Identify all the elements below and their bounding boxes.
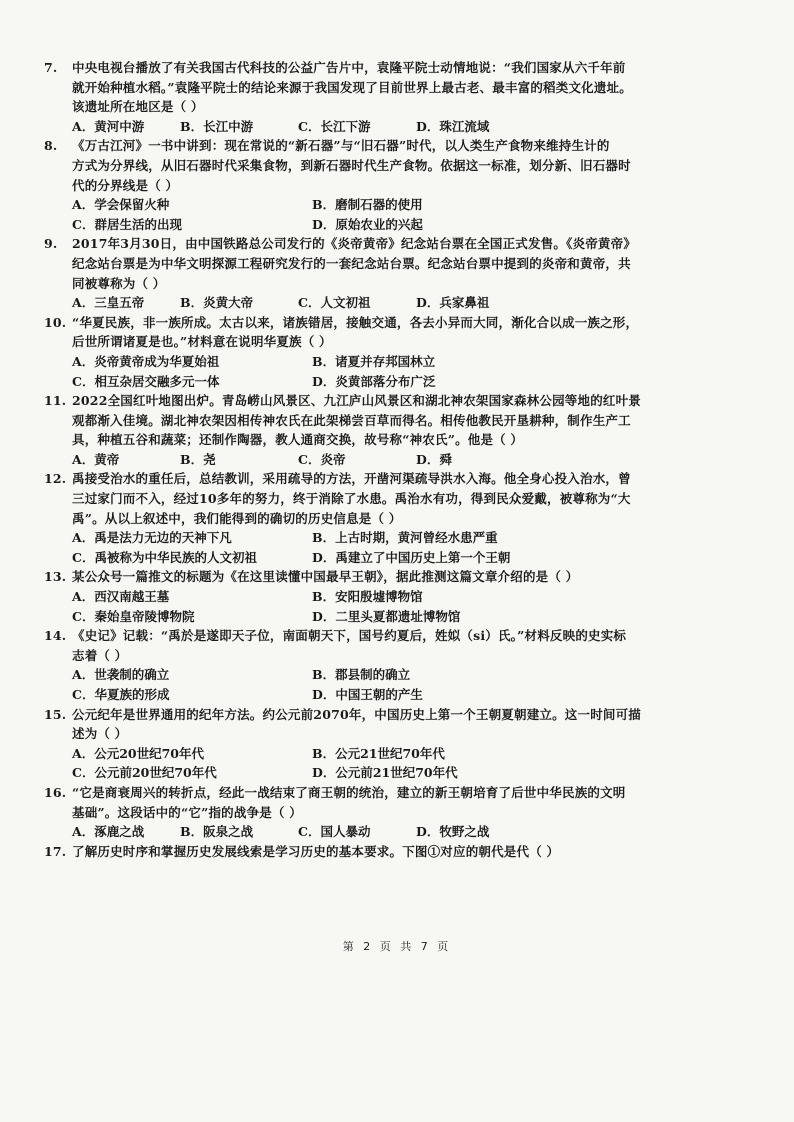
question-text-line: [44, 803, 764, 823]
question-text-line: [44, 332, 764, 352]
question-text-line: [44, 391, 764, 411]
page-footer: 第 2 页 共 7 页: [342, 940, 452, 953]
answer-option[interactable]: A．禹是法力无边的天神下凡: [72, 530, 232, 546]
question-number: 12.: [44, 471, 67, 487]
answer-option[interactable]: A．公元20世纪70年代: [72, 745, 204, 761]
answer-option[interactable]: D．珠江流域: [416, 118, 490, 134]
answer-option[interactable]: D．禹建立了中国历史上第一个王朝: [312, 549, 511, 565]
answer-option[interactable]: C．秦始皇帝陵博物院: [72, 608, 195, 624]
answer-option[interactable]: D．兵家鼻祖: [416, 295, 490, 311]
answer-options: [44, 352, 764, 391]
answer-option[interactable]: B．磨制石器的使用: [312, 197, 423, 213]
answer-option[interactable]: C．华夏族的形成: [72, 687, 170, 702]
question-text: 志着（ ）: [72, 647, 128, 663]
question-text: 《万古江河》一书中讲到：现在常说的“新石器”与“旧石器”时代，以人类生产食物来维持生计的: [72, 138, 610, 154]
question-number: 14.: [44, 628, 67, 644]
answer-option[interactable]: B．公元21世纪70年代: [312, 745, 445, 761]
answer-option[interactable]: C．长江下游: [298, 118, 371, 134]
answer-option[interactable]: D．公元前21世纪70年代: [312, 765, 458, 781]
answer-options: [44, 528, 764, 567]
question-list: [44, 58, 764, 861]
question-text: 2022全国红叶地图出炉。青岛崂山风景区、九江庐山风景区和湖北神农架国家森林公园等地的红叶景: [72, 393, 641, 409]
answer-option[interactable]: B．上古时期，黄河曾经水患严重: [312, 530, 498, 546]
answer-option[interactable]: A．黄帝: [72, 451, 120, 467]
answer-options: [44, 117, 764, 137]
question-12: [44, 469, 764, 567]
answer-option[interactable]: C．国人暴动: [298, 824, 371, 840]
question-text: 某公众号一篇推文的标题为《在这里读懂中国最早王朝》，据此推测这篇文章介绍的是（ ）: [72, 569, 579, 585]
question-text-line: [44, 274, 764, 294]
question-text-line: [44, 489, 764, 509]
question-text: “它是商衰周兴的转折点，经此一战结束了商王朝的统治，建立的新王朝培育了后世中华民族的文明: [72, 784, 626, 800]
question-13: [44, 567, 764, 626]
answer-option[interactable]: D．中国王朝的产生: [312, 687, 423, 702]
question-number: 10.: [44, 314, 67, 330]
question-16: [44, 783, 764, 842]
answer-options: [44, 450, 764, 470]
answer-option[interactable]: B．安阳殷墟博物馆: [312, 589, 423, 605]
question-text: 述为（ ）: [72, 726, 128, 742]
answer-option[interactable]: D．炎黄部落分布广泛: [312, 373, 436, 389]
question-text: 同被尊称为（ ）: [72, 275, 166, 291]
question-text-line: [44, 136, 764, 156]
question-text-line: [44, 646, 764, 666]
answer-option[interactable]: C．炎帝: [298, 451, 346, 467]
question-number: 15.: [44, 706, 67, 722]
question-text: 2017年3月30日，由中国铁路总公司发行的《炎帝黄帝》纪念站台票在全国正式发售。《炎帝黄帝》: [72, 236, 637, 252]
answer-option[interactable]: D．二里头夏都遗址博物馆: [312, 608, 461, 624]
question-text: 方式为分界线，从旧石器时代采集食物，到新石器时代生产食物。依据这一标准，划分新、旧石器时: [72, 157, 631, 173]
question-text: 禹接受治水的重任后，总结教训，采用疏导的方法，开凿河渠疏导洪水入海。他全身心投入治水，曾: [72, 471, 631, 487]
question-text-line: [44, 783, 764, 803]
question-text-line: [44, 626, 764, 646]
question-text-line: [44, 430, 764, 450]
question-9: [44, 234, 764, 312]
question-number: 17.: [44, 843, 67, 859]
answer-option[interactable]: A．三皇五帝: [72, 295, 145, 311]
answer-option[interactable]: C．群居生活的出现: [72, 216, 182, 232]
answer-option[interactable]: B．长江中游: [180, 118, 254, 134]
answer-option[interactable]: A．西汉南越王墓: [72, 589, 170, 605]
question-text-line: [44, 176, 764, 196]
question-text-line: [44, 567, 764, 587]
question-number: 16.: [44, 784, 67, 800]
answer-option[interactable]: B．尧: [180, 451, 216, 467]
question-text-line: [44, 469, 764, 489]
question-15: [44, 705, 764, 783]
answer-option[interactable]: C．人文初祖: [298, 295, 371, 311]
answer-option[interactable]: A．黄河中游: [72, 118, 145, 134]
question-text-line: [44, 254, 764, 274]
answer-option[interactable]: B．炎黄大帝: [180, 295, 254, 311]
question-text: 禹”。从以上叙述中，我们能得到的确切的历史信息是（ ）: [72, 510, 402, 526]
question-number: 13.: [44, 569, 67, 585]
question-text: 三过家门而不入，经过10多年的努力，终于消除了水患。禹治水有功，得到民众爱戴，被尊称为“大: [72, 491, 631, 507]
question-text-line: [44, 705, 764, 725]
question-text: 基础”。这段话中的“它”指的战争是（ ）: [72, 804, 302, 820]
question-text-line: [44, 234, 764, 254]
question-text-line: [44, 724, 764, 744]
question-text-line: [44, 58, 764, 78]
question-14: [44, 626, 764, 704]
question-10: [44, 313, 764, 391]
answer-option[interactable]: B．诸夏并存邦国林立: [312, 353, 436, 369]
answer-options: [44, 293, 764, 313]
answer-option[interactable]: B．阪泉之战: [180, 824, 254, 840]
answer-options: [44, 744, 764, 783]
answer-option[interactable]: A．学会保留火种: [72, 197, 170, 213]
question-number: 8.: [44, 138, 58, 154]
answer-option[interactable]: D．舜: [416, 451, 452, 467]
question-text-line: [44, 97, 764, 117]
question-text-line: [44, 78, 764, 98]
question-text-line: [44, 842, 764, 862]
question-text: 中央电视台播放了有关我国古代科技的公益广告片中，袁隆平院士动情地说：“我们国家从六千年前: [72, 60, 626, 75]
question-text: 就开始种植水稻。”袁隆平院士的结论来源于我国发现了目前世界上最古老、最丰富的稻类文化遗址。: [72, 79, 632, 95]
question-text-line: [44, 313, 764, 333]
question-number: 11.: [44, 393, 67, 409]
answer-option[interactable]: D．原始农业的兴起: [312, 216, 423, 232]
question-text-line: [44, 509, 764, 529]
question-text: 纪念站台票是为中华文明探源工程研究发行的一套纪念站台票。纪念站台票中提到的炎帝和黄帝，共: [72, 255, 631, 271]
answer-option[interactable]: A．炎帝黄帝成为华夏始祖: [72, 353, 220, 369]
question-text-line: [44, 156, 764, 176]
answer-option[interactable]: C．相互杂居交融多元一体: [72, 373, 220, 389]
question-8: [44, 136, 764, 234]
question-text: 后世所谓诸夏是也。”材料意在说明华夏族（ ）: [72, 334, 332, 350]
answer-options: [44, 822, 764, 842]
question-text: 公元纪年是世界通用的纪年方法。约公元前2070年，中国历史上第一个王朝夏朝建立。这一时间可描: [72, 706, 641, 722]
question-number: 7.: [44, 60, 58, 75]
answer-option[interactable]: B．郡县制的确立: [312, 667, 411, 683]
question-text: 了解历史时序和掌握历史发展线索是学习历史的基本要求。下图①对应的朝代是代（ ）: [72, 843, 560, 859]
answer-options: [44, 587, 764, 626]
question-text: 具，种植五谷和蔬菜；还制作陶器，教人通商交换，故号称“神农氏”。他是（ ）: [72, 432, 524, 448]
question-text-line: [44, 411, 764, 431]
question-11: [44, 391, 764, 469]
question-text: 该遗址所在地区是（ ）: [72, 99, 204, 115]
answer-options: [44, 195, 764, 234]
answer-option[interactable]: C．禹被称为中华民族的人文初祖: [72, 549, 257, 565]
answer-options: [44, 665, 764, 704]
question-text: 观都渐入佳境。湖北神农架因相传神农氏在此架梯尝百草而得名。相传他教民开垦耕种，制作生产工: [72, 412, 631, 428]
answer-option[interactable]: A．涿鹿之战: [72, 824, 145, 840]
question-text: 代的分界线是（ ）: [72, 177, 179, 193]
question-text: “华夏民族，非一族所成。太古以来，诸族错居，接触交通，各去小异而大同，渐化合以成一族之形，: [72, 314, 639, 330]
answer-option[interactable]: A．世袭制的确立: [72, 667, 170, 683]
answer-option[interactable]: D．牧野之战: [416, 824, 490, 840]
answer-option[interactable]: C．公元前20世纪70年代: [72, 765, 217, 781]
question-text: 《史记》记载：“禹於是遂即天子位，南面朝天下，国号约夏后，姓姒（si）氏。”材料反映的史实标: [72, 628, 627, 644]
question-7: [44, 58, 764, 136]
question-number: 9.: [44, 236, 58, 252]
question-17: [44, 842, 764, 862]
